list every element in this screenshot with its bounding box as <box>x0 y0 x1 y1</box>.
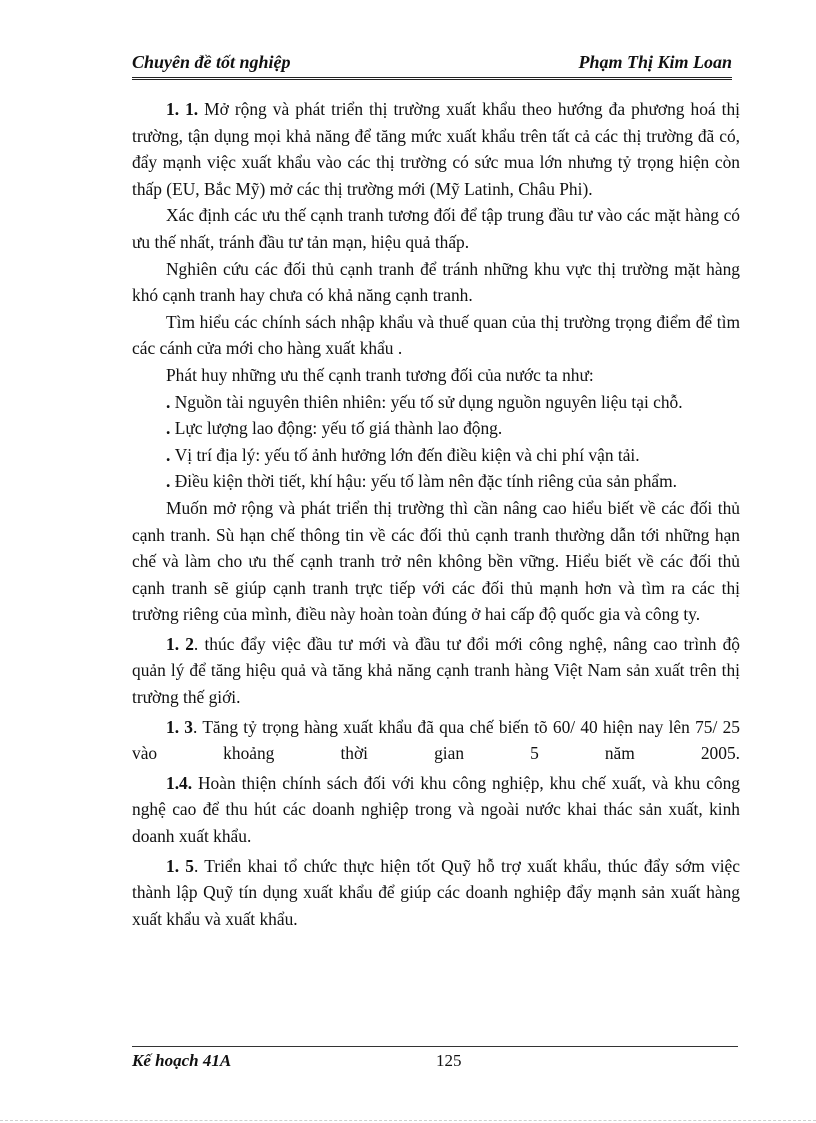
paragraph-section-1-5 <box>132 853 740 933</box>
page-number: 125 <box>436 1051 462 1070</box>
paragraph: Phát huy những ưu thế cạnh tranh tương đối của nước ta như: <box>166 364 594 385</box>
header-title: Chuyên đề tốt nghiệp <box>132 52 291 72</box>
paragraph-section-1-2 <box>132 631 740 711</box>
paragraph-section-1-1 <box>132 96 740 202</box>
paragraph-text: Hoàn thiện chính sách đối với khu công nghiệp, khu chế xuất, và khu công nghệ cao để thu hút các doanh nghiệp trong và ngoài nước khai thác sản xuất, kinh doanh xuất khẩu. <box>132 772 740 847</box>
bullet-marker: . <box>166 391 175 412</box>
paragraph-text: . thúc đẩy việc đầu tư mới và đầu tư đổi mới công nghệ, nâng cao trình độ quản lý để tăng hiệu quả và tăng khả năng cạnh tranh hàng Việt Nam sản xuất trên thị trường thế giới. <box>132 633 740 708</box>
section-number: 1. 1. <box>166 99 199 119</box>
document-body <box>132 96 740 932</box>
bullet-marker: . <box>166 444 175 465</box>
paragraph: Xác định các ưu thế cạnh tranh tương đối để tập trung đầu tư vào các mặt hàng có ưu thế nhất, tránh đầu tư tản mạn, hiệu quả thấp. <box>132 205 740 252</box>
section-number: 1.4. <box>166 772 193 793</box>
paragraph-section-1-4 <box>132 770 740 850</box>
bullet-text: Vị trí địa lý: yếu tố ảnh hưởng lớn đến điều kiện và chi phí vận tải. <box>174 444 640 465</box>
bullet-marker: . <box>166 418 175 439</box>
paragraph-text: . Triển khai tổ chức thực hiện tốt Quỹ hỗ trợ xuất khẩu, thúc đẩy sớm việc thành lập Quỹ tín dụng xuất khẩu để giúp các doanh nghiệp đẩy mạnh sản xuất hàng xuất khẩu và xuất khẩu. <box>132 855 740 929</box>
paragraph: Nghiên cứu các đối thủ cạnh tranh để tránh những khu vực thị trường mặt hàng khó cạnh tranh hay chưa có khả năng cạnh tranh. <box>132 258 740 306</box>
footer-class-label: Kế hoạch 41A <box>132 1051 232 1070</box>
bullet-item <box>132 389 740 416</box>
footer-divider <box>132 1046 738 1047</box>
bullet-text: Điều kiện thời tiết, khí hậu: yếu tố làm nên đặc tính riêng của sản phẩm. <box>174 471 677 492</box>
header-author: Phạm Thị Kim Loan <box>578 52 732 72</box>
paragraph: Muốn mở rộng và phát triển thị trường thì cần nâng cao hiểu biết về các đối thủ cạnh tranh. Sù hạn chế thông tin về các đối thủ cạnh tranh thường dẫn tới những hạn chế và làm cho ưu thế cạnh tranh trở nên không bền vững. Hiểu biết về các đối thủ cạnh tranh sẽ giúp cạnh tranh trực tiếp với các đối thủ mạnh hơn và tìm ra các thị trường riêng của mình, điều này hoàn toàn đúng ở hai cấp độ quốc gia và công ty. <box>132 497 740 625</box>
paragraph-text: Mở rộng và phát triển thị trường xuất khẩu theo hướng đa phương hoá thị trường, tận dụng mọi khả năng để tăng mức xuất khẩu trên tất cả các thị trường đã có, đẩy mạnh việc xuất khẩu vào các thị trường có sức mua lớn nhưng tỷ trọng hiện còn thấp (EU, Bắc Mỹ) mở các thị trường mới (Mỹ Latinh, Châu Phi). <box>132 99 740 199</box>
section-number: 1. 2 <box>166 633 194 654</box>
bullet-item <box>132 442 740 469</box>
bullet-item <box>132 415 740 442</box>
page-edge-divider <box>0 1120 816 1121</box>
section-number: 1. 5 <box>166 855 194 876</box>
section-number: 1. 3 <box>166 716 194 737</box>
paragraph: Tìm hiểu các chính sách nhập khẩu và thuế quan của thị trường trọng điểm để tìm các cánh cửa mới cho hàng xuất khẩu . <box>132 311 740 359</box>
bullet-text: Nguồn tài nguyên thiên nhiên: yếu tố sử dụng nguồn nguyên liệu tại chỗ. <box>174 391 683 412</box>
paragraph-text: . Tăng tỷ trọng hàng xuất khẩu đã qua chế biến tõ 60/ 40 hiện nay lên 75/ 25 vào khoảng thời gian 5 năm 2005. <box>132 716 740 764</box>
bullet-marker: . <box>166 471 175 492</box>
bullet-text: Lực lượng lao động: yếu tố giá thành lao động. <box>174 418 503 439</box>
bullet-item <box>132 468 740 495</box>
page-header <box>132 52 732 80</box>
paragraph-section-1-3 <box>132 714 740 767</box>
